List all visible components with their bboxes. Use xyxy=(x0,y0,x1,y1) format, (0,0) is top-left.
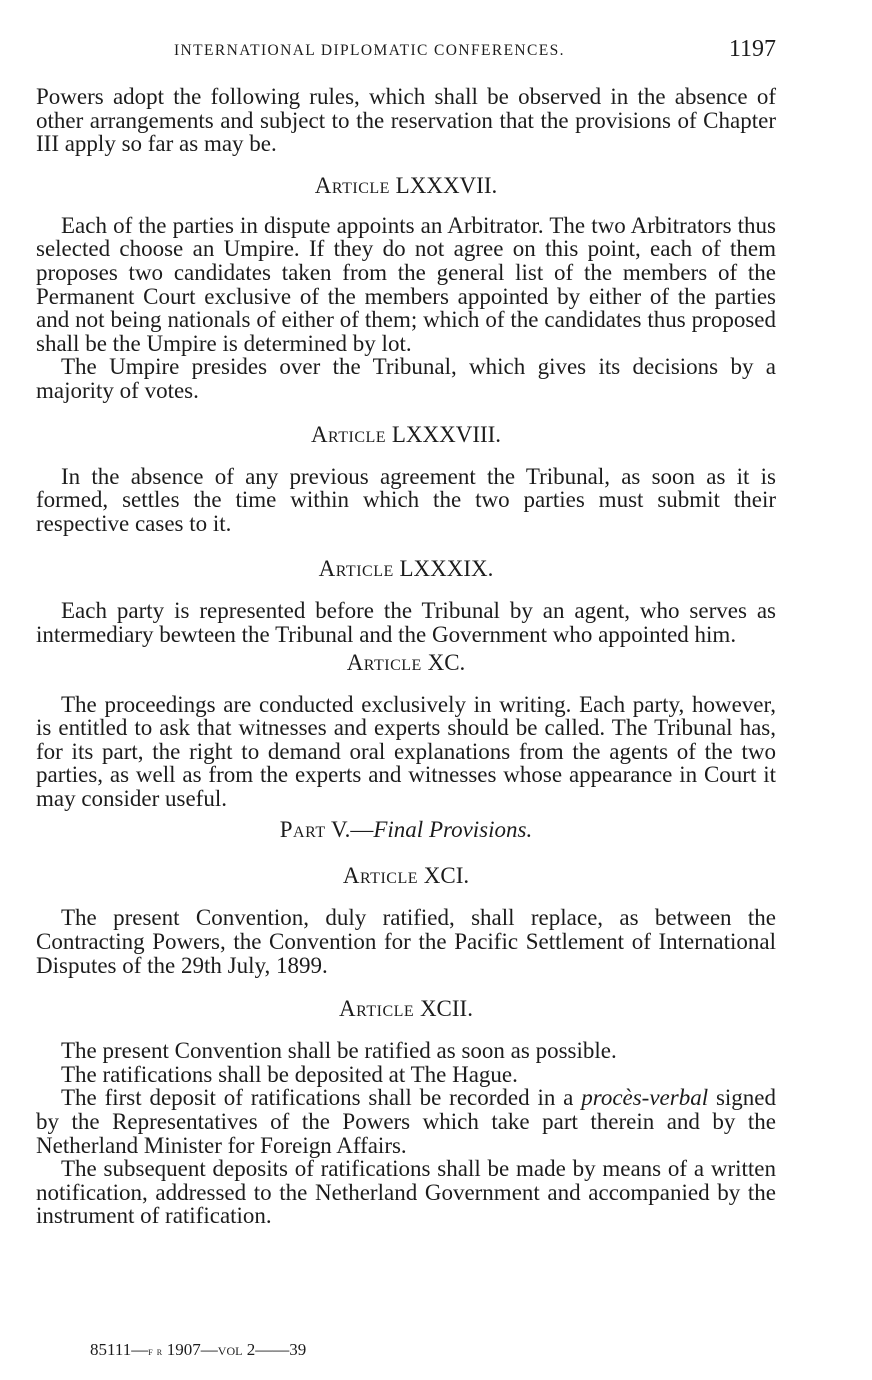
article-90-paragraph-1: The proceedings are conducted exclusively in writing. Each party, however, is entitled to ask that witnesses and experts should be called. The Tribunal has, for its part, the right to demand oral explanations from the agents of the two parties, as well as from the experts and witnesses whose appearance in Court it may consider useful. xyxy=(36,691,776,811)
article-91-paragraph-1: The present Convention, duly ratified, shall replace, as between the Contracting Powers, the Convention for the Pacific Settlement of International Disputes of the 29th July, 1899. xyxy=(36,905,776,978)
article-number: XCII. xyxy=(419,996,473,1022)
article-89-paragraph-1: Each party is represented before the Tribunal by an agent, who serves as intermediary bewteen the Tribunal and the Government who appointed him. xyxy=(36,598,776,647)
article-92-paragraph-3 xyxy=(36,1086,776,1157)
article-92-paragraph-1: The present Convention shall be ratified as soon as possible. xyxy=(61,1038,617,1064)
article-label: Article xyxy=(310,421,387,447)
paragraph-text: signed by the Representatives of the Powers which take part therein and by the Netherland Minister for Foreign Affairs. xyxy=(36,1085,776,1158)
article-88-paragraph-1: In the absence of any previous agreement the Tribunal, as soon as it is formed, settles the time within which the two parties must submit their respective cases to it. xyxy=(36,463,776,536)
intro-paragraph: Powers adopt the following rules, which shall be observed in the absence of other arrangements and subject to the reservation that the provisions of Chapter III apply so far as may be. xyxy=(36,84,776,157)
article-label: Article xyxy=(318,556,394,582)
running-title: INTERNATIONAL DIPLOMATIC CONFERENCES. xyxy=(174,42,565,59)
article-number: XCI. xyxy=(423,863,470,889)
article-label: Article xyxy=(342,863,419,889)
running-head xyxy=(36,36,776,66)
article-92-paragraph-2: The ratifications shall be deposited at The Hague. xyxy=(61,1061,518,1087)
article-90-heading xyxy=(36,649,776,677)
article-87-heading xyxy=(36,172,776,200)
article-number: LXXXIX. xyxy=(399,556,494,582)
footer-series: f r xyxy=(148,1344,163,1358)
part-numeral: V.— xyxy=(330,817,374,843)
article-label: Article xyxy=(314,172,390,198)
article-92-heading xyxy=(36,995,776,1023)
article-label: Article xyxy=(346,649,422,675)
article-89-heading xyxy=(36,555,776,583)
article-87-paragraph-1: Each of the parties in dispute appoints an Arbitrator. The two Arbitrators thus selected choose an Umpire. If they do not agree on this point, each of them proposes two candidates taken from the general list of the members of the Permanent Court exclusive of the members appointed by either of the parties and not being nationals of either of them; which of the candidates thus proposed shall be the Umpire is determined by lot. xyxy=(36,212,776,356)
article-91-heading xyxy=(36,862,776,890)
article-number: LXXXVIII. xyxy=(391,421,502,447)
italic-term: procès-verbal xyxy=(581,1085,709,1111)
footer-year-vol: 1907—vol 2 xyxy=(166,1340,256,1359)
article-88-heading xyxy=(36,421,776,449)
article-92-paragraph-4: The subsequent deposits of ratifications shall be made by means of a written notification, addressed to the Netherland Government and accompanied by the instrument of ratification. xyxy=(36,1156,776,1229)
part-5-heading xyxy=(36,816,776,844)
article-number: LXXXVII. xyxy=(395,172,498,198)
article-label: Article xyxy=(339,996,415,1022)
page-number: 1197 xyxy=(728,36,776,62)
article-number: XC. xyxy=(427,649,466,675)
page-body xyxy=(36,85,776,1228)
footer-sig: ——39 xyxy=(255,1340,307,1359)
part-label: Part xyxy=(279,817,326,843)
paragraph-text: The first deposit of ratifications shall be recorded in a xyxy=(61,1085,574,1111)
part-title: Final Provisions. xyxy=(373,817,533,843)
printer-signature xyxy=(90,1340,306,1360)
article-87-paragraph-2: The Umpire presides over the Tribunal, which gives its decisions by a majority of votes. xyxy=(36,354,776,403)
footer-code: 85111— xyxy=(90,1340,149,1359)
